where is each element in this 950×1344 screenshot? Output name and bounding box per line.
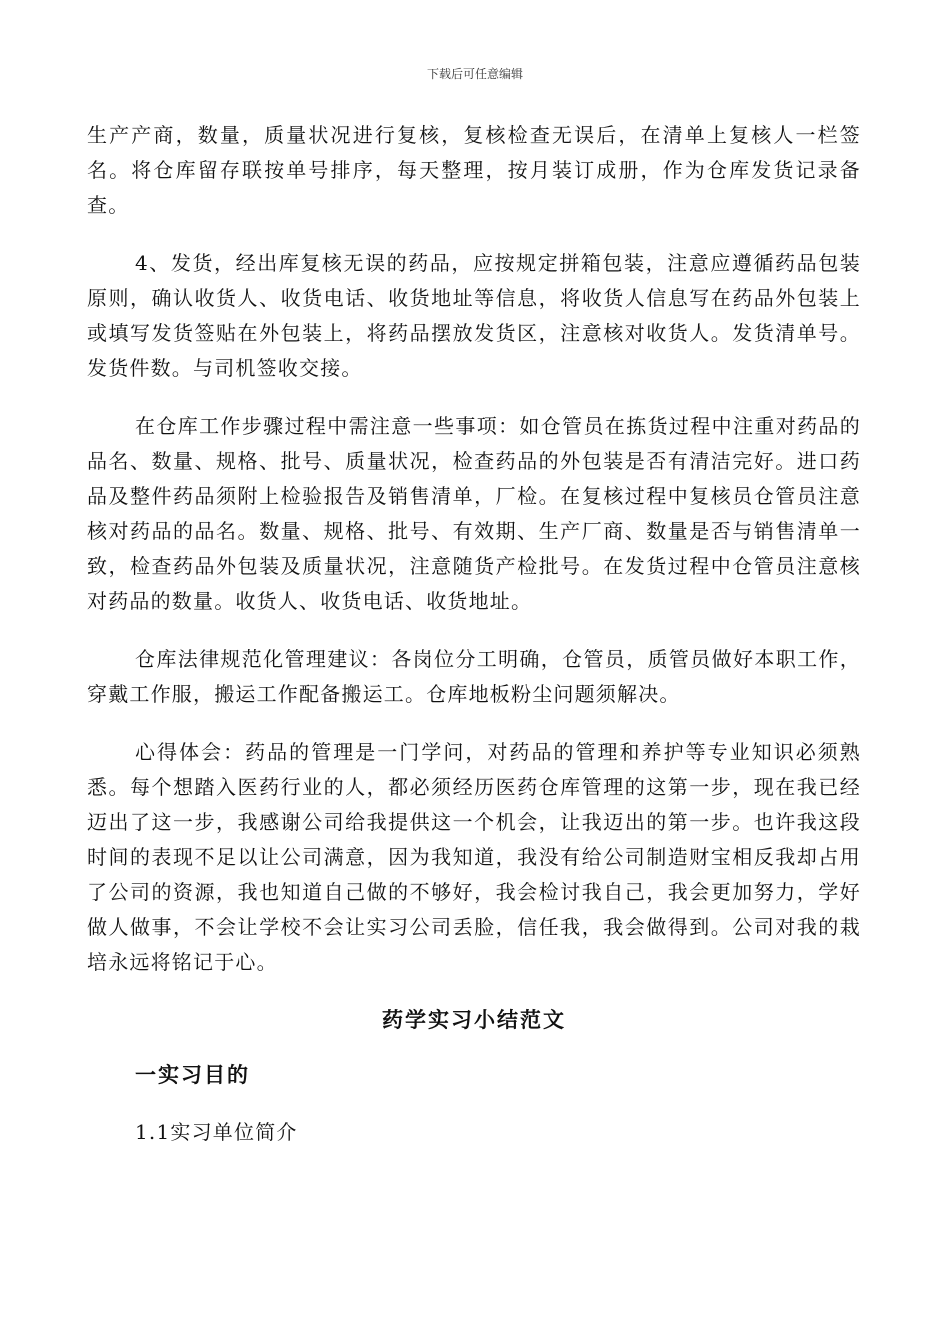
- paragraph-management-suggestions: 仓库法律规范化管理建议：各岗位分工明确，仓管员，质管员做好本职工作，穿戴工作服，搬运工作配备搬运工。仓库地板粉尘问题须解决。: [87, 647, 861, 706]
- paragraph-precautions: 在仓库工作步骤过程中需注意一些事项：如仓管员在拣货过程中注重对药品的品名、数量、规格、批号、质量状况，检查药品的外包装是否有清洁完好。进口药品及整件药品须附上检验报告及销售清单，厂检。在复核过程中复核员仓管员注意核对药品的品名。数量、规格、批号、有效期、生产厂商、数量是否与销售清单一致，检查药品外包装及质量状况，注意随货产检批号。在发货过程中仓管员注意核对药品的数量。收货人、收货电话、收货地址。: [87, 414, 861, 613]
- page-header-note: 下载后可任意编辑: [426, 67, 523, 81]
- paragraph-reflections: 心得体会：药品的管理是一门学问，对药品的管理和养护等专业知识必须熟悉。每个想踏入医药行业的人，都必须经历医药仓库管理的这第一步，现在我已经迈出了这一步，我感谢公司给我提供这一个机会，让我迈出的第一步。也许我这段时间的表现不足以让公司满意，因为我知道，我没有给公司制造财宝相反我却占用了公司的资源，我也知道自己做的不够好，我会检讨我自己，我会更加努力，学好做人做事，不会让学校不会让实习公司丢脸，信任我，我会做得到。公司对我的栽培永远将铭记于心。: [87, 740, 861, 974]
- paragraph-shipping: 4、发货，经出库复核无误的药品，应按规定拼箱包装，注意应遵循药品包装原则，确认收货人、收货电话、收货地址等信息，将收货人信息写在药品外包装上或填写发货签贴在外包装上，将药品摆放发货区，注意核对收货人。发货清单号。发货件数。与司机签收交接。: [87, 251, 861, 380]
- heading-internship-purpose: 一实习目的: [135, 1063, 250, 1087]
- paragraph-review-continuation: 生产产商，数量，质量状况进行复核，复核检查无误后，在清单上复核人一栏签名。将仓库留存联按单号排序，每天整理，按月装订成册，作为仓库发货记录备查。: [87, 123, 861, 217]
- document-body: [87, 118, 861, 1150]
- section-title: 药学实习小结范文: [382, 1008, 566, 1032]
- heading-unit-introduction: 1.1实习单位简介: [135, 1120, 298, 1144]
